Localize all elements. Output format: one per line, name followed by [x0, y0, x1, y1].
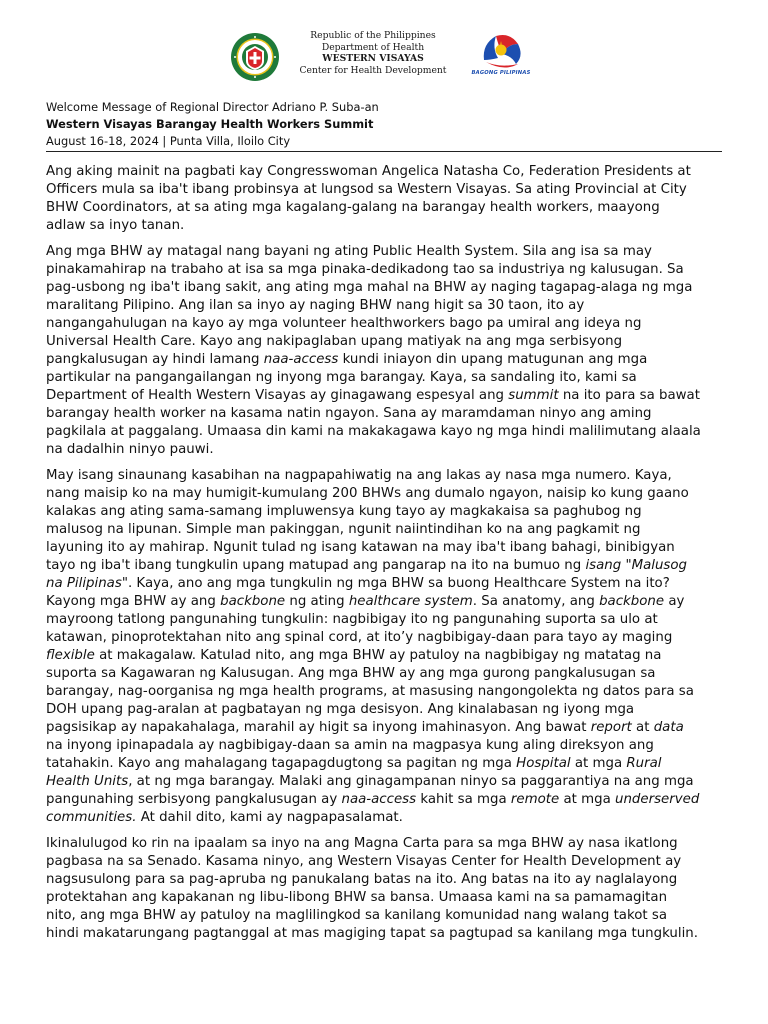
- text-segment: ". Kaya, ano ang mga tungkulin ng mga BHW sa buong Healthcare System na ito?: [121, 576, 670, 591]
- body-paragraph: [46, 467, 726, 827]
- paragraph-line: [46, 593, 726, 611]
- text-segment: nangangahulugan na kayo ay mga volunteer healthworkers bago pa umiral ang ideya ng: [46, 316, 642, 331]
- body-paragraph: [46, 163, 726, 235]
- emphasized-text: backbone: [599, 594, 665, 609]
- text-segment: pagbasa na sa Senado. Kasama ninyo, ang Western Visayas Center for Health Development ay: [46, 854, 682, 869]
- paragraph-line: [46, 333, 726, 351]
- emphasized-text: naa-access: [341, 792, 417, 807]
- paragraph-line: [46, 907, 726, 925]
- paragraph-line: [46, 755, 726, 773]
- paragraph-line: [46, 217, 726, 235]
- text-segment: kalakas ang ating sama-samang impluwensya kung tayo ay magkakaisa sa paghubog ng: [46, 504, 642, 519]
- text-segment: tatahakin. Kayo ang mahalagang tagapagdugtong sa pagitan ng mga: [46, 756, 517, 771]
- text-segment: tayo ng iba't ibang tungkulin upang matupad ang pangarap na ito na bumuo ng: [46, 558, 586, 573]
- message-header: [46, 99, 722, 152]
- text-segment: na ito para sa bawat: [558, 388, 700, 403]
- paragraph-line: [46, 665, 726, 683]
- paragraph-line: [46, 441, 726, 459]
- text-segment: At dahil dito, kami ay nagpapasalamat.: [136, 810, 403, 825]
- body-paragraph: [46, 835, 726, 943]
- paragraph-line: [46, 925, 726, 943]
- text-segment: barangay health worker na kasama natin ngayon. Sana ay maramdaman ninyo ang aming: [46, 406, 652, 421]
- paragraph-line: [46, 279, 726, 297]
- text-segment: malusog na lipunan. Simple man pakinggan, ngunit naiintindihan ko na ang pagkamit ng: [46, 522, 641, 537]
- agency-region: WESTERN VISAYAS: [322, 53, 424, 64]
- message-body: [46, 163, 726, 951]
- paragraph-line: [46, 773, 726, 791]
- text-segment: . Sa anatomy, ang: [472, 594, 600, 609]
- emphasized-text: backbone: [220, 594, 286, 609]
- paragraph-line: [46, 611, 726, 629]
- bagong-pilipinas-caption: BAGONG PILIPINAS: [471, 70, 531, 76]
- text-segment: at mga: [559, 792, 615, 807]
- paragraph-line: [46, 163, 726, 181]
- text-segment: at: [631, 720, 654, 735]
- letterhead: [0, 30, 768, 90]
- text-segment: kahit sa mga: [416, 792, 511, 807]
- text-segment: BHW Coordinators, at sa ating mga kagalang-galang na barangay health workers, maayong: [46, 200, 660, 215]
- emphasized-text: Health Units: [46, 774, 129, 789]
- paragraph-line: [46, 791, 726, 809]
- paragraph-line: [46, 853, 726, 871]
- paragraph-line: [46, 871, 726, 889]
- text-segment: pagkilala at paggalang. Umaasa din kami na makakagawa kayo ng mga hindi malilimutang alaala: [46, 424, 701, 439]
- text-segment: Ikinalulugod ko rin na ipaalam sa inyo na ang Magna Carta para sa mga BHW ay nasa ikatlong: [46, 836, 678, 851]
- emphasized-text: flexible: [46, 648, 95, 663]
- text-segment: protektahan ang kapakanan ng libu-libong BHW sa bansa. Umaasa kami na sa pamamagitan: [46, 890, 668, 905]
- emphasized-text: isang "Malusog: [585, 558, 688, 573]
- text-segment: suporta sa Kagawaran ng Kalusugan. Ang mga BHW ay ang mga gurong pangkalusugan sa: [46, 666, 656, 681]
- text-segment: Ang aking mainit na pagbati kay Congresswoman Angelica Natasha Co, Federation Presidents at: [46, 164, 691, 179]
- text-segment: nagsusulong para sa pag-apruba ng panukalang batas na ito. Ang batas na ito ay naglalayong: [46, 872, 678, 887]
- paragraph-line: [46, 701, 726, 719]
- text-segment: mayroong tatlong pangunahing tungkulin: nagbibigay ito ng pangunahing suporta sa ulo at: [46, 612, 658, 627]
- text-segment: na inyong ipinapadala ay nagbibigay-daan sa amin na magpasya kung aling direksyon ang: [46, 738, 654, 753]
- emphasized-text: remote: [510, 792, 560, 807]
- text-segment: ng ating: [285, 594, 349, 609]
- text-segment: partikular na pangangailangan ng inyong mga barangay. Kaya, sa sandaling ito, kami sa: [46, 370, 637, 385]
- text-segment: Kayong mga BHW ay ang: [46, 594, 221, 609]
- text-segment: ay: [664, 594, 685, 609]
- emphasized-text: healthcare system: [348, 594, 473, 609]
- text-segment: Department of Health Western Visayas ay ginagawang espesyal ang: [46, 388, 509, 403]
- text-segment: nang maisip ko na may humigit-kumulang 200 BHWs ang dumalo ngayon, naisip ko kung gaano: [46, 486, 689, 501]
- paragraph-line: [46, 181, 726, 199]
- welcome-line: Welcome Message of Regional Director Adriano P. Suba-an: [46, 100, 379, 114]
- paragraph-line: [46, 387, 726, 405]
- text-segment: adlaw sa inyo tanan.: [46, 218, 185, 233]
- text-segment: hindi makatarungang pagtanggal at mas magiging tapat sa pagtupad sa kanilang mga tungkulin.: [46, 926, 698, 941]
- paragraph-line: [46, 683, 726, 701]
- agency-center: Center for Health Development: [299, 64, 447, 76]
- paragraph-line: [46, 809, 726, 827]
- text-segment: Universal Health Care. Kayo ang nakipaglaban upang matiyak na ang mga serbisyong: [46, 334, 623, 349]
- paragraph-line: [46, 521, 726, 539]
- paragraph-line: [46, 557, 726, 575]
- text-segment: katawan, pinoprotektahan nito ang spinal cord, at ito’y nagbibigay-daan para tayo ay maging: [46, 630, 673, 645]
- text-segment: barangay, nag-oorganisa ng mga health programs, at masusing nangongolekta ng datos para sa: [46, 684, 694, 699]
- text-segment: , at ng mga barangay. Malaki ang ginagampanan ninyo sa paggarantiya na ang mga: [128, 774, 694, 789]
- emphasized-text: communities.: [46, 810, 137, 825]
- paragraph-line: [46, 261, 726, 279]
- paragraph-line: [46, 199, 726, 217]
- agency-block: [298, 30, 448, 76]
- text-segment: maralitang Pilipino. Ang ilan sa inyo ay naging BHW nang higit sa 30 taon, ito ay: [46, 298, 585, 313]
- event-title: Western Visayas Barangay Health Workers Summit: [46, 117, 374, 131]
- paragraph-line: [46, 737, 726, 755]
- emphasized-text: Hospital: [516, 756, 571, 771]
- text-segment: kundi iniayon din upang matugunan ang mga: [338, 352, 648, 367]
- text-segment: at mga: [570, 756, 627, 771]
- emphasized-text: na Pilipinas: [46, 576, 122, 591]
- agency-republic: Republic of the Philippines: [310, 30, 436, 41]
- paragraph-line: [46, 539, 726, 557]
- text-segment: pinakamahirap na trabaho at isa sa mga pinaka-dedikadong tao sa industriya ng kalusugan. Sa: [46, 262, 684, 277]
- emphasized-text: summit: [508, 388, 559, 403]
- body-paragraph: [46, 243, 726, 459]
- text-segment: pag-usbong ng iba't ibang sakit, ang ating mga mahal na BHW ay naging tagapag-alaga ng mga: [46, 280, 693, 295]
- text-segment: Officers mula sa iba't ibang probinsya at lungsod sa Western Visayas. Sa ating Provincial at City: [46, 182, 687, 197]
- emphasized-text: naa-access: [263, 352, 339, 367]
- emphasized-text: underserved: [615, 792, 700, 807]
- text-segment: Ang mga BHW ay matagal nang bayani ng ating Public Health System. Sila ang isa sa may: [46, 244, 652, 259]
- text-segment: pangkalusugan ay hindi lamang: [46, 352, 264, 367]
- paragraph-line: [46, 503, 726, 521]
- paragraph-line: [46, 575, 726, 593]
- text-segment: na dadalhin ninyo pauwi.: [46, 442, 214, 457]
- paragraph-line: [46, 423, 726, 441]
- paragraph-line: [46, 629, 726, 647]
- text-segment: at makagalaw. Katulad nito, ang mga BHW ay patuloy na nagbibigay ng matatag na: [94, 648, 662, 663]
- paragraph-line: [46, 719, 726, 737]
- text-segment: layuning ito ay mahirap. Ngunit tulad ng isang katawan na may iba't ibang bahagi, binibigyan: [46, 540, 675, 555]
- paragraph-line: [46, 835, 726, 853]
- paragraph-line: [46, 467, 726, 485]
- text-segment: pagsisikap ay napakahalaga, marahil ay higit sa inyong imahinasyon. Ang bawat: [46, 720, 591, 735]
- paragraph-line: [46, 351, 726, 369]
- text-segment: DOH upang pag-aralan at pagbatayan ng mga desisyon. Ang kinalabasan ng iyong mga: [46, 702, 635, 717]
- date-location: August 16-18, 2024 | Punta Villa, Iloilo City: [46, 134, 291, 148]
- paragraph-line: [46, 485, 726, 503]
- emphasized-text: report: [590, 720, 632, 735]
- emphasized-text: data: [653, 720, 684, 735]
- paragraph-line: [46, 647, 726, 665]
- paragraph-line: [46, 297, 726, 315]
- doh-seal-logo: [230, 32, 280, 82]
- text-segment: nito, ang mga BHW ay patuloy na maglilingkod sa kanilang komunidad nang walang takot sa: [46, 908, 667, 923]
- paragraph-line: [46, 315, 726, 333]
- text-segment: pangunahing serbisyong pangkalusugan ay: [46, 792, 342, 807]
- text-segment: May isang sinaunang kasabihan na nagpapahiwatig na ang lakas ay nasa mga numero. Kaya,: [46, 468, 672, 483]
- agency-department: Department of Health: [321, 41, 425, 53]
- paragraph-line: [46, 405, 726, 423]
- emphasized-text: Rural: [626, 756, 662, 771]
- paragraph-line: [46, 369, 726, 387]
- paragraph-line: [46, 889, 726, 907]
- paragraph-line: [46, 243, 726, 261]
